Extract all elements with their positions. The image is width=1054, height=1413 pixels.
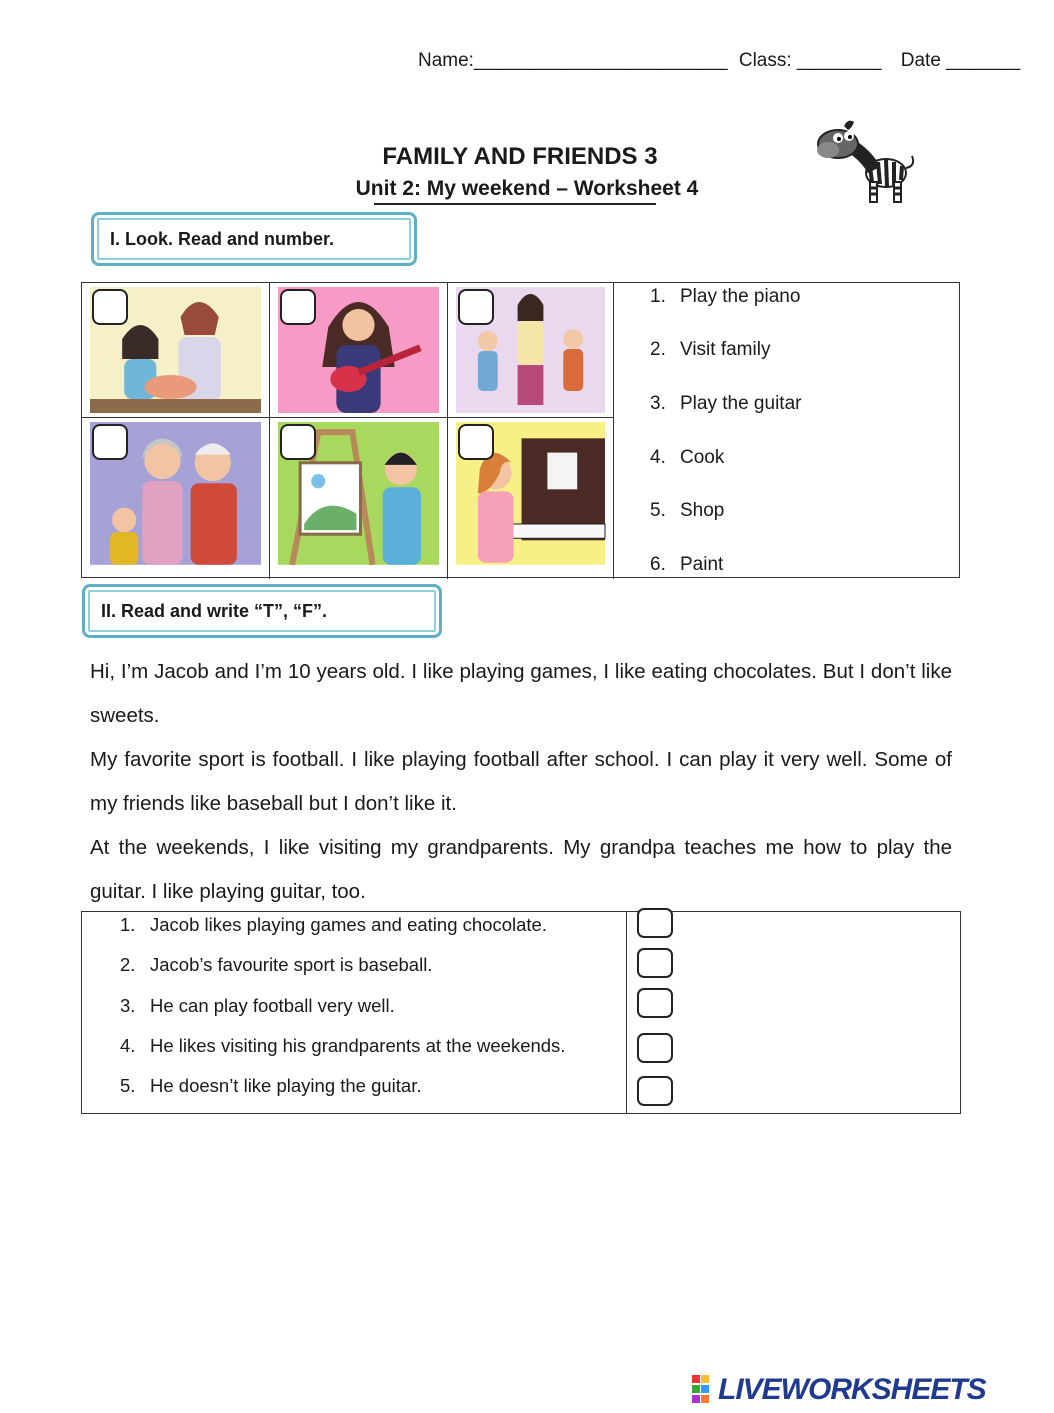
worksheet-subtitle: Unit 2: My weekend – Worksheet 4 [355,177,699,200]
picture-cell-shopping [448,283,614,418]
passage-paragraph: Hi, I’m Jacob and I’m 10 years old. I like playing games, I like eating chocolates. But I don’t like sweets. [90,660,952,727]
subtitle-underline [374,203,656,205]
logo-text: LIVEWORKSHEETS [718,1373,986,1406]
liveworksheets-logo[interactable] [692,1372,992,1408]
list-item: 1. Play the piano [650,286,801,307]
statement-row: 3. He can play football very well. [120,995,395,1016]
section-2-heading [82,584,442,638]
section-2-heading-text: II. Read and write “T”, “F”. [101,600,328,621]
passage-paragraph: My favorite sport is football. I like playing football after school. I can play it very well. Some of my friends like baseball but I don’t like it. [90,748,952,815]
picture-cell-piano [448,418,614,579]
list-item: 5. Shop [650,500,725,521]
class-field[interactable]: Class: ________ [738,50,882,71]
number-box[interactable] [458,424,494,460]
table-divider [626,911,627,1114]
picture-cell-painting [270,418,448,579]
zebra-icon [814,118,914,210]
number-box[interactable] [92,424,128,460]
number-box[interactable] [458,289,494,325]
statement-row: 1. Jacob likes playing games and eating chocolate. [120,914,547,935]
answer-box-5[interactable] [637,1076,673,1106]
list-item: 4. Cook [650,447,725,468]
answer-box-2[interactable] [637,948,673,978]
list-item: 6. Paint [650,554,724,575]
worksheet-title: FAMILY AND FRIENDS 3 [382,143,658,170]
answer-box-3[interactable] [637,988,673,1018]
date-field[interactable]: Date _______ [900,50,1021,71]
statement-row: 2. Jacob’s favourite sport is baseball. [120,954,433,975]
number-box[interactable] [280,424,316,460]
answer-box-4[interactable] [637,1033,673,1063]
name-field[interactable]: Name:________________________ [418,50,728,71]
answer-box-1[interactable] [637,908,673,938]
picture-cell-guitar [270,283,448,418]
logo-icon [692,1375,718,1405]
section-1-heading-text: I. Look. Read and number. [110,228,335,249]
list-item: 2. Visit family [650,339,771,360]
passage-paragraph: At the weekends, I like visiting my grandparents. My grandpa teaches me how to play the guitar. I like playing guitar, too. [90,836,952,903]
number-box[interactable] [92,289,128,325]
picture-matching-table [81,282,960,578]
number-box[interactable] [280,289,316,325]
reading-passage [90,650,952,914]
student-info-line [418,50,1024,72]
statement-row: 4. He likes visiting his grandparents at the weekends. [120,1035,566,1056]
section-1-heading [91,212,417,266]
picture-cell-cooking [82,283,270,418]
picture-cell-visit-family [82,418,270,579]
statement-row: 5. He doesn’t like playing the guitar. [120,1075,422,1096]
list-item: 3. Play the guitar [650,393,802,414]
